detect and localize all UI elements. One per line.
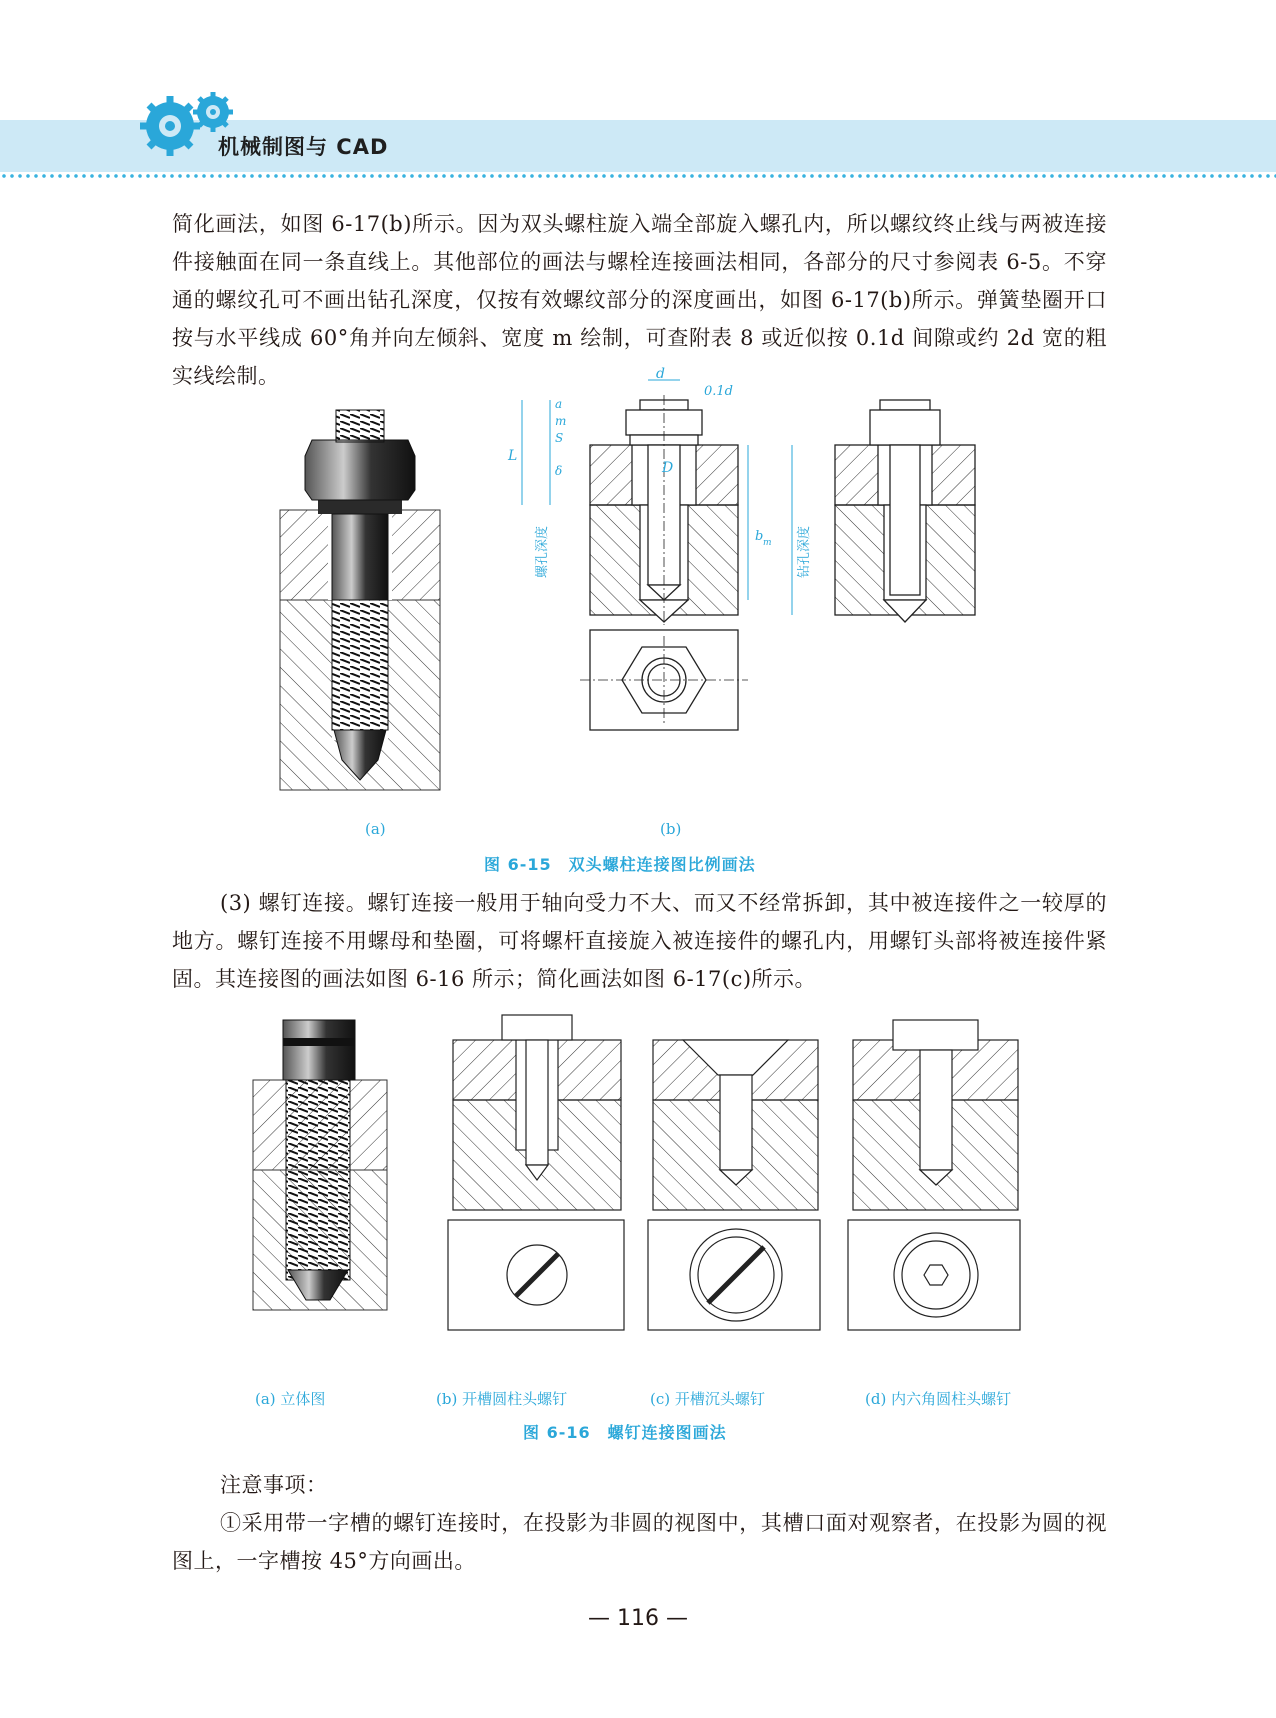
fig15-a-stud-render: [280, 410, 440, 790]
fig15-sub-a: (a): [365, 820, 386, 838]
fig15-caption: 图 6-15 双头螺柱连接图比例画法: [484, 855, 756, 874]
fig16-b-slotted-cheese-head: [448, 1015, 624, 1330]
paragraph-1-text: 简化画法，如图 6-17(b)所示。因为双头螺柱旋入端全部旋入螺孔内，所以螺纹终止线与两被连接件接触面在同一条直线上。其他部位的画法与螺栓连接画法相同，各部分的尺寸参阅表 6-5。不穿通的螺纹孔可不画出钻孔深度，仅按有效螺纹部分的深度画出，如图 6-17(b)所示。弹簧垫圈开口按与水平线成 60°角并向左倾斜、宽度 m 绘制，可查附表 8 或近似按 0.1d 间隙或约 2d 宽的粗实线绘制。: [172, 212, 1107, 388]
paragraph-2-text: (3) 螺钉连接。螺钉连接一般用于轴向受力不大、而又不经常拆卸，其中被连接件之一较厚的地方。螺钉连接不用螺母和垫圈，可将螺杆直接旋入被连接件的螺孔内，用螺钉头部将被连接件紧固。其连接图的画法如图 6-16 所示；简化画法如图 6-17(c)所示。: [172, 891, 1107, 991]
fig16-c-countersunk: [648, 1040, 820, 1330]
fig16-d-hex-socket: [848, 1020, 1020, 1330]
fig15-label-bm: b: [755, 529, 764, 544]
notes-block: [172, 1466, 1107, 1580]
note-1: ①采用带一字槽的螺钉连接时，在投影为非圆的视图中，其槽口面对观察者，在投影为圆的视图上，一字槽按 45°方向画出。: [172, 1511, 1107, 1573]
fig15-label-d: d: [656, 366, 665, 382]
fig15-label-drill-depth: 钻孔深度: [797, 525, 812, 578]
header-dotted-rule: [0, 173, 1276, 179]
fig15-sub-b: (b): [660, 820, 682, 838]
fig15-b-top-view: [580, 630, 748, 730]
fig15-label-delta: δ: [555, 464, 563, 478]
fig15-label-tol: 0.1d: [704, 384, 733, 399]
fig15-label-L: L: [508, 448, 518, 464]
paragraph-1: [172, 205, 1107, 395]
fig15-b-simplified: [835, 400, 975, 622]
figure-6-16: [248, 1010, 1038, 1340]
fig15-label-a: a: [555, 397, 563, 411]
fig16-sub-a: (a) 立体图: [255, 1390, 326, 1408]
fig16-sub-b: (b) 开槽圆柱头螺钉: [436, 1390, 568, 1408]
book-title: 机械制图与 CAD: [218, 135, 389, 159]
fig15-label-D: D: [662, 460, 674, 476]
fig15-b-proportional-drawing: [590, 395, 738, 625]
fig16-a-screw-render: [253, 1020, 387, 1310]
fig15-label-thread-depth: 螺孔深度: [535, 525, 550, 578]
fig16-caption: 图 6-16 螺钉连接图画法: [523, 1423, 727, 1442]
fig16-sub-c: (c) 开槽沉头螺钉: [650, 1390, 765, 1408]
fig15-label-m: m: [555, 414, 567, 428]
page-number: — 116 —: [588, 1606, 688, 1631]
notes-heading: 注意事项：: [220, 1473, 328, 1497]
fig15-label-bm-sub: m: [763, 538, 772, 548]
figure-6-15: [270, 366, 1010, 820]
paragraph-2: [172, 884, 1107, 998]
fig16-sub-d: (d) 内六角圆柱头螺钉: [865, 1390, 1012, 1408]
fig15-label-S: S: [555, 431, 564, 445]
